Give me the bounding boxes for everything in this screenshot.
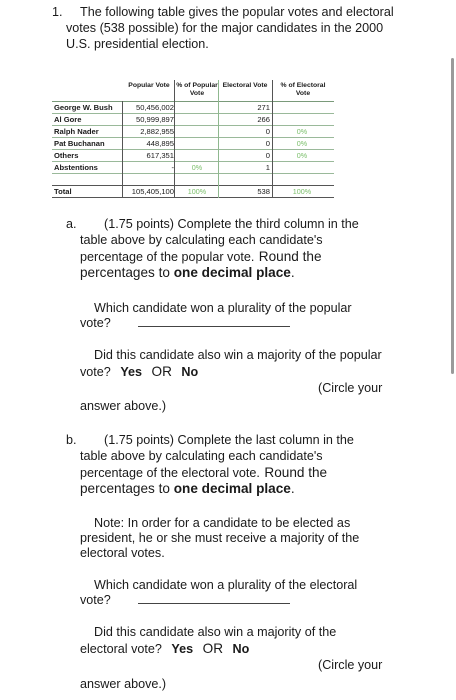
- part-a-plurality-question: Which candidate won a plurality of the popular: [94, 301, 352, 315]
- electoral-vote-cell: 0: [265, 151, 270, 160]
- part-b-note: Note: In order for a candidate to be elected as: [94, 516, 351, 530]
- part-b-emphasis: one decimal place: [173, 481, 291, 496]
- part-b-line: [80, 480, 295, 497]
- popular-pct-cell: 100%: [187, 187, 207, 196]
- candidate-name: Pat Buchanan: [54, 139, 105, 148]
- electoral-vote-cell: 266: [257, 115, 270, 124]
- part-b-plurality-question: Which candidate won a plurality of the electoral: [94, 578, 358, 592]
- table-row: [52, 150, 334, 162]
- popular-vote-cell: 448,895: [146, 139, 174, 148]
- electoral-pct-cell: 100%: [292, 187, 312, 196]
- part-a-line: [80, 264, 295, 281]
- electoral-vote-cell: 1: [265, 163, 270, 172]
- electoral-vote-cell: 271: [257, 103, 270, 112]
- part-a-majority-vote: vote?: [80, 365, 111, 379]
- circle-instruction: (Circle your: [318, 381, 383, 395]
- part-b-letter: b.: [66, 433, 77, 447]
- candidate-name: Ralph Nader: [54, 127, 99, 136]
- electoral-pct-cell: 0%: [296, 127, 308, 136]
- part-a-text: percentage of the popular vote.: [80, 250, 255, 264]
- header-popular-vote: Popular Vote: [128, 82, 170, 89]
- part-b-round: Round the: [264, 465, 328, 480]
- header-pct-electoral: % of Electoral Vote: [280, 82, 326, 97]
- popular-vote-cell: 50,456,002: [135, 103, 174, 112]
- answer-above: answer above.): [80, 399, 167, 413]
- table-row: [52, 138, 334, 150]
- part-a-plurality-vote: vote?: [80, 316, 111, 330]
- part-b-line: table above by calculating each candidate's: [80, 449, 323, 463]
- part-b-text: percentage of the electoral vote.: [80, 466, 260, 480]
- yes-option[interactable]: Yes: [171, 642, 194, 656]
- electoral-pct-cell: 0%: [296, 151, 308, 160]
- part-a-round: Round the: [258, 249, 322, 264]
- popular-pct-cell: 0%: [191, 163, 203, 172]
- answer-above: answer above.): [80, 677, 167, 691]
- header-electoral-vote: Electoral Vote: [222, 82, 268, 89]
- answer-blank[interactable]: [138, 602, 290, 604]
- part-a-points: (1.75 points) Complete the third column in the: [104, 217, 359, 231]
- table-row: [52, 126, 334, 138]
- table-row: [52, 162, 334, 174]
- part-a-plurality-line: [80, 315, 290, 331]
- table-row-total: [52, 186, 334, 198]
- circle-instruction: (Circle your: [318, 658, 383, 672]
- yes-option[interactable]: Yes: [120, 365, 143, 379]
- table-row: [52, 114, 334, 126]
- part-a-line: table above by calculating each candidate's: [80, 233, 323, 247]
- candidate-name: George W. Bush: [54, 103, 113, 112]
- part-b-period: .: [290, 481, 295, 496]
- popular-vote-cell: 2,882,955: [140, 127, 174, 136]
- part-b-plurality-vote: vote?: [80, 593, 111, 607]
- part-a-period: .: [290, 265, 295, 280]
- no-option[interactable]: No: [232, 642, 250, 656]
- part-b-round: percentages to: [80, 481, 170, 496]
- or-text: OR: [151, 364, 172, 379]
- header-pct-popular: % of Popular Vote: [176, 82, 218, 97]
- answer-blank[interactable]: [138, 325, 290, 327]
- part-b-majority-line: [80, 640, 249, 657]
- electoral-vote-cell: 538: [257, 187, 270, 196]
- part-b-majority-vote: electoral vote?: [80, 642, 162, 656]
- part-a-round: percentages to: [80, 265, 170, 280]
- part-b-plurality-line: [80, 592, 290, 608]
- part-a-majority-question: Did this candidate also win a majority of the popular: [94, 348, 382, 362]
- no-option[interactable]: No: [181, 365, 199, 379]
- popular-vote-cell: 50,999,897: [135, 115, 174, 124]
- electoral-vote-cell: 0: [265, 127, 270, 136]
- part-a-letter: a.: [66, 217, 77, 231]
- part-b-majority-question: Did this candidate also win a majority of the: [94, 625, 337, 639]
- candidate-name: Al Gore: [54, 115, 82, 124]
- part-a-emphasis: one decimal place: [173, 265, 291, 280]
- popular-vote-cell: 105,405,100: [131, 187, 174, 196]
- part-a-majority-line: [80, 363, 198, 380]
- candidate-name: Total: [54, 187, 72, 196]
- part-b-note: electoral votes.: [80, 546, 165, 560]
- electoral-vote-cell: 0: [265, 139, 270, 148]
- popular-vote-cell: -: [171, 163, 174, 172]
- scrollbar[interactable]: [451, 58, 454, 374]
- candidate-name: Others: [54, 151, 79, 160]
- election-table: [52, 80, 334, 198]
- question-number: 1.: [52, 5, 63, 19]
- or-text: OR: [202, 641, 224, 656]
- electoral-pct-cell: 0%: [296, 139, 308, 148]
- part-b-points: (1.75 points) Complete the last column in the: [104, 433, 354, 447]
- part-b-note: president, he or she must receive a majority of the: [80, 531, 360, 545]
- candidate-name: Abstentions: [54, 163, 98, 172]
- table-row: [52, 102, 334, 114]
- popular-vote-cell: 617,351: [146, 151, 174, 160]
- question-intro: The following table gives the popular votes and electoral votes (538 possible) for the major candidates in the 2000 U.S. presidential election.: [66, 5, 394, 51]
